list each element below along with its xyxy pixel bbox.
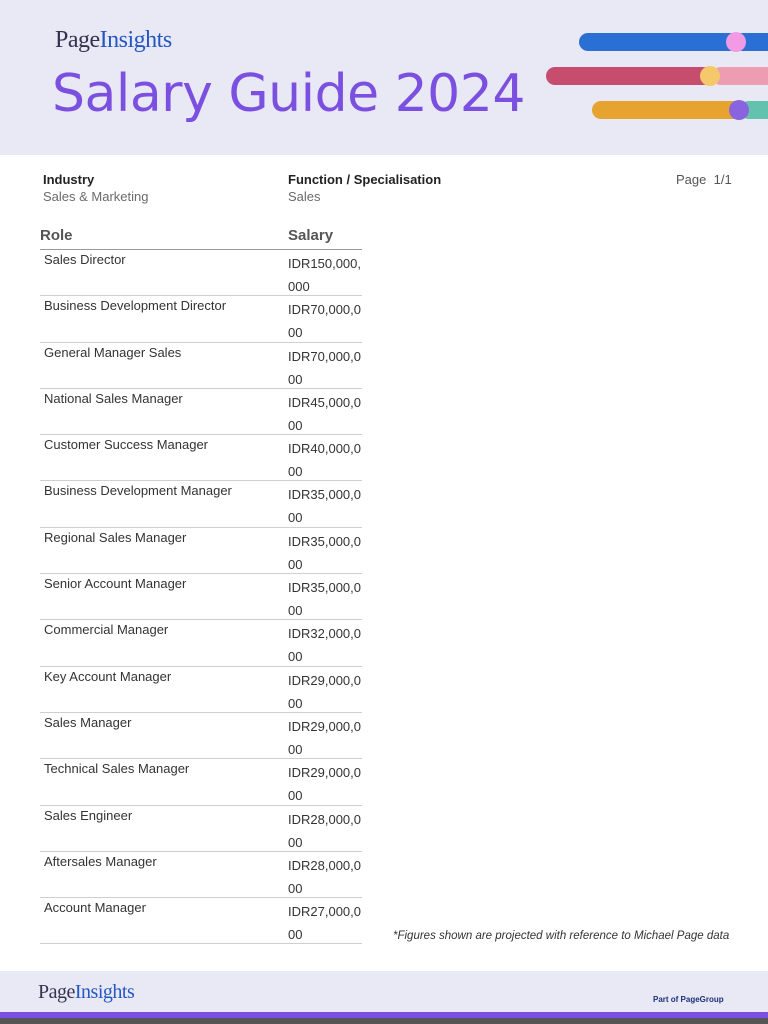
salary-cell: IDR35,000,000 [288,533,361,572]
role-cell: National Sales Manager [44,390,183,406]
page-title: Salary Guide 2024 [52,64,525,124]
function-label: Function / Specialisation [288,172,442,187]
table-row [40,574,362,620]
table-row [40,296,362,342]
role-cell: Aftersales Manager [44,853,157,869]
decor-dot-pink [726,32,746,52]
footer-tagline: Part of PageGroup [653,995,724,1004]
table-row [40,667,362,713]
table-row [40,898,362,944]
role-cell: Technical Sales Manager [44,761,190,777]
role-cell: General Manager Sales [44,344,182,360]
role-cell: Regional Sales Manager [44,529,187,545]
salary-cell: IDR29,000,000 [288,672,361,711]
table-row [40,343,362,389]
footer-brand-logo: PageInsights [38,981,135,1003]
decor-dot-purple [729,100,749,120]
role-cell: Customer Success Manager [44,437,209,453]
decor-stripe-yellow [592,101,744,119]
role-cell: Business Development Manager [44,483,232,499]
page-header [0,0,768,155]
role-cell: Business Development Director [44,298,227,314]
column-header-role: Role [40,227,73,244]
salary-cell: IDR40,000,000 [288,441,361,480]
role-cell: Senior Account Manager [44,576,187,592]
role-cell: Sales Manager [44,714,132,730]
role-cell: Account Manager [44,900,146,916]
table-row [40,713,362,759]
footer-base-bar [0,1018,768,1024]
column-header-salary: Salary [288,227,334,244]
table-row [40,389,362,435]
salary-cell: IDR150,000,000 [288,256,361,294]
salary-cell: IDR28,000,000 [288,811,361,850]
table-row [40,806,362,852]
table-row [40,759,362,805]
table-row [40,435,362,481]
role-cell: Sales Director [44,252,126,267]
table-row [40,481,362,527]
page-indicator: Page 1/1 [676,172,732,187]
decor-stripe-red [546,67,716,85]
industry-value: Sales & Marketing [43,189,149,204]
table-row [40,528,362,574]
role-cell: Commercial Manager [44,622,169,638]
brand-logo: PageInsights [55,27,172,53]
table-row [40,250,362,296]
salary-cell: IDR32,000,000 [288,626,361,665]
salary-cell: IDR29,000,000 [288,765,361,804]
footnote: *Figures shown are projected with reference to Michael Page data [393,930,730,942]
decor-dot-yellow [700,66,720,86]
table-row [40,620,362,666]
function-value: Sales [288,189,321,204]
salary-table [40,250,362,944]
salary-cell: IDR35,000,000 [288,487,361,526]
table-row [40,852,362,898]
salary-cell: IDR29,000,000 [288,718,361,757]
salary-cell: IDR70,000,000 [288,348,361,387]
salary-cell: IDR35,000,000 [288,580,361,619]
decor-stripe-pink [712,67,768,85]
salary-cell: IDR28,000,000 [288,857,361,896]
industry-label: Industry [43,172,95,187]
role-cell: Sales Engineer [44,807,133,823]
salary-cell: IDR27,000,000 [288,904,361,943]
salary-cell: IDR70,000,000 [288,302,361,341]
role-cell: Key Account Manager [44,668,172,684]
salary-cell: IDR45,000,000 [288,394,361,433]
